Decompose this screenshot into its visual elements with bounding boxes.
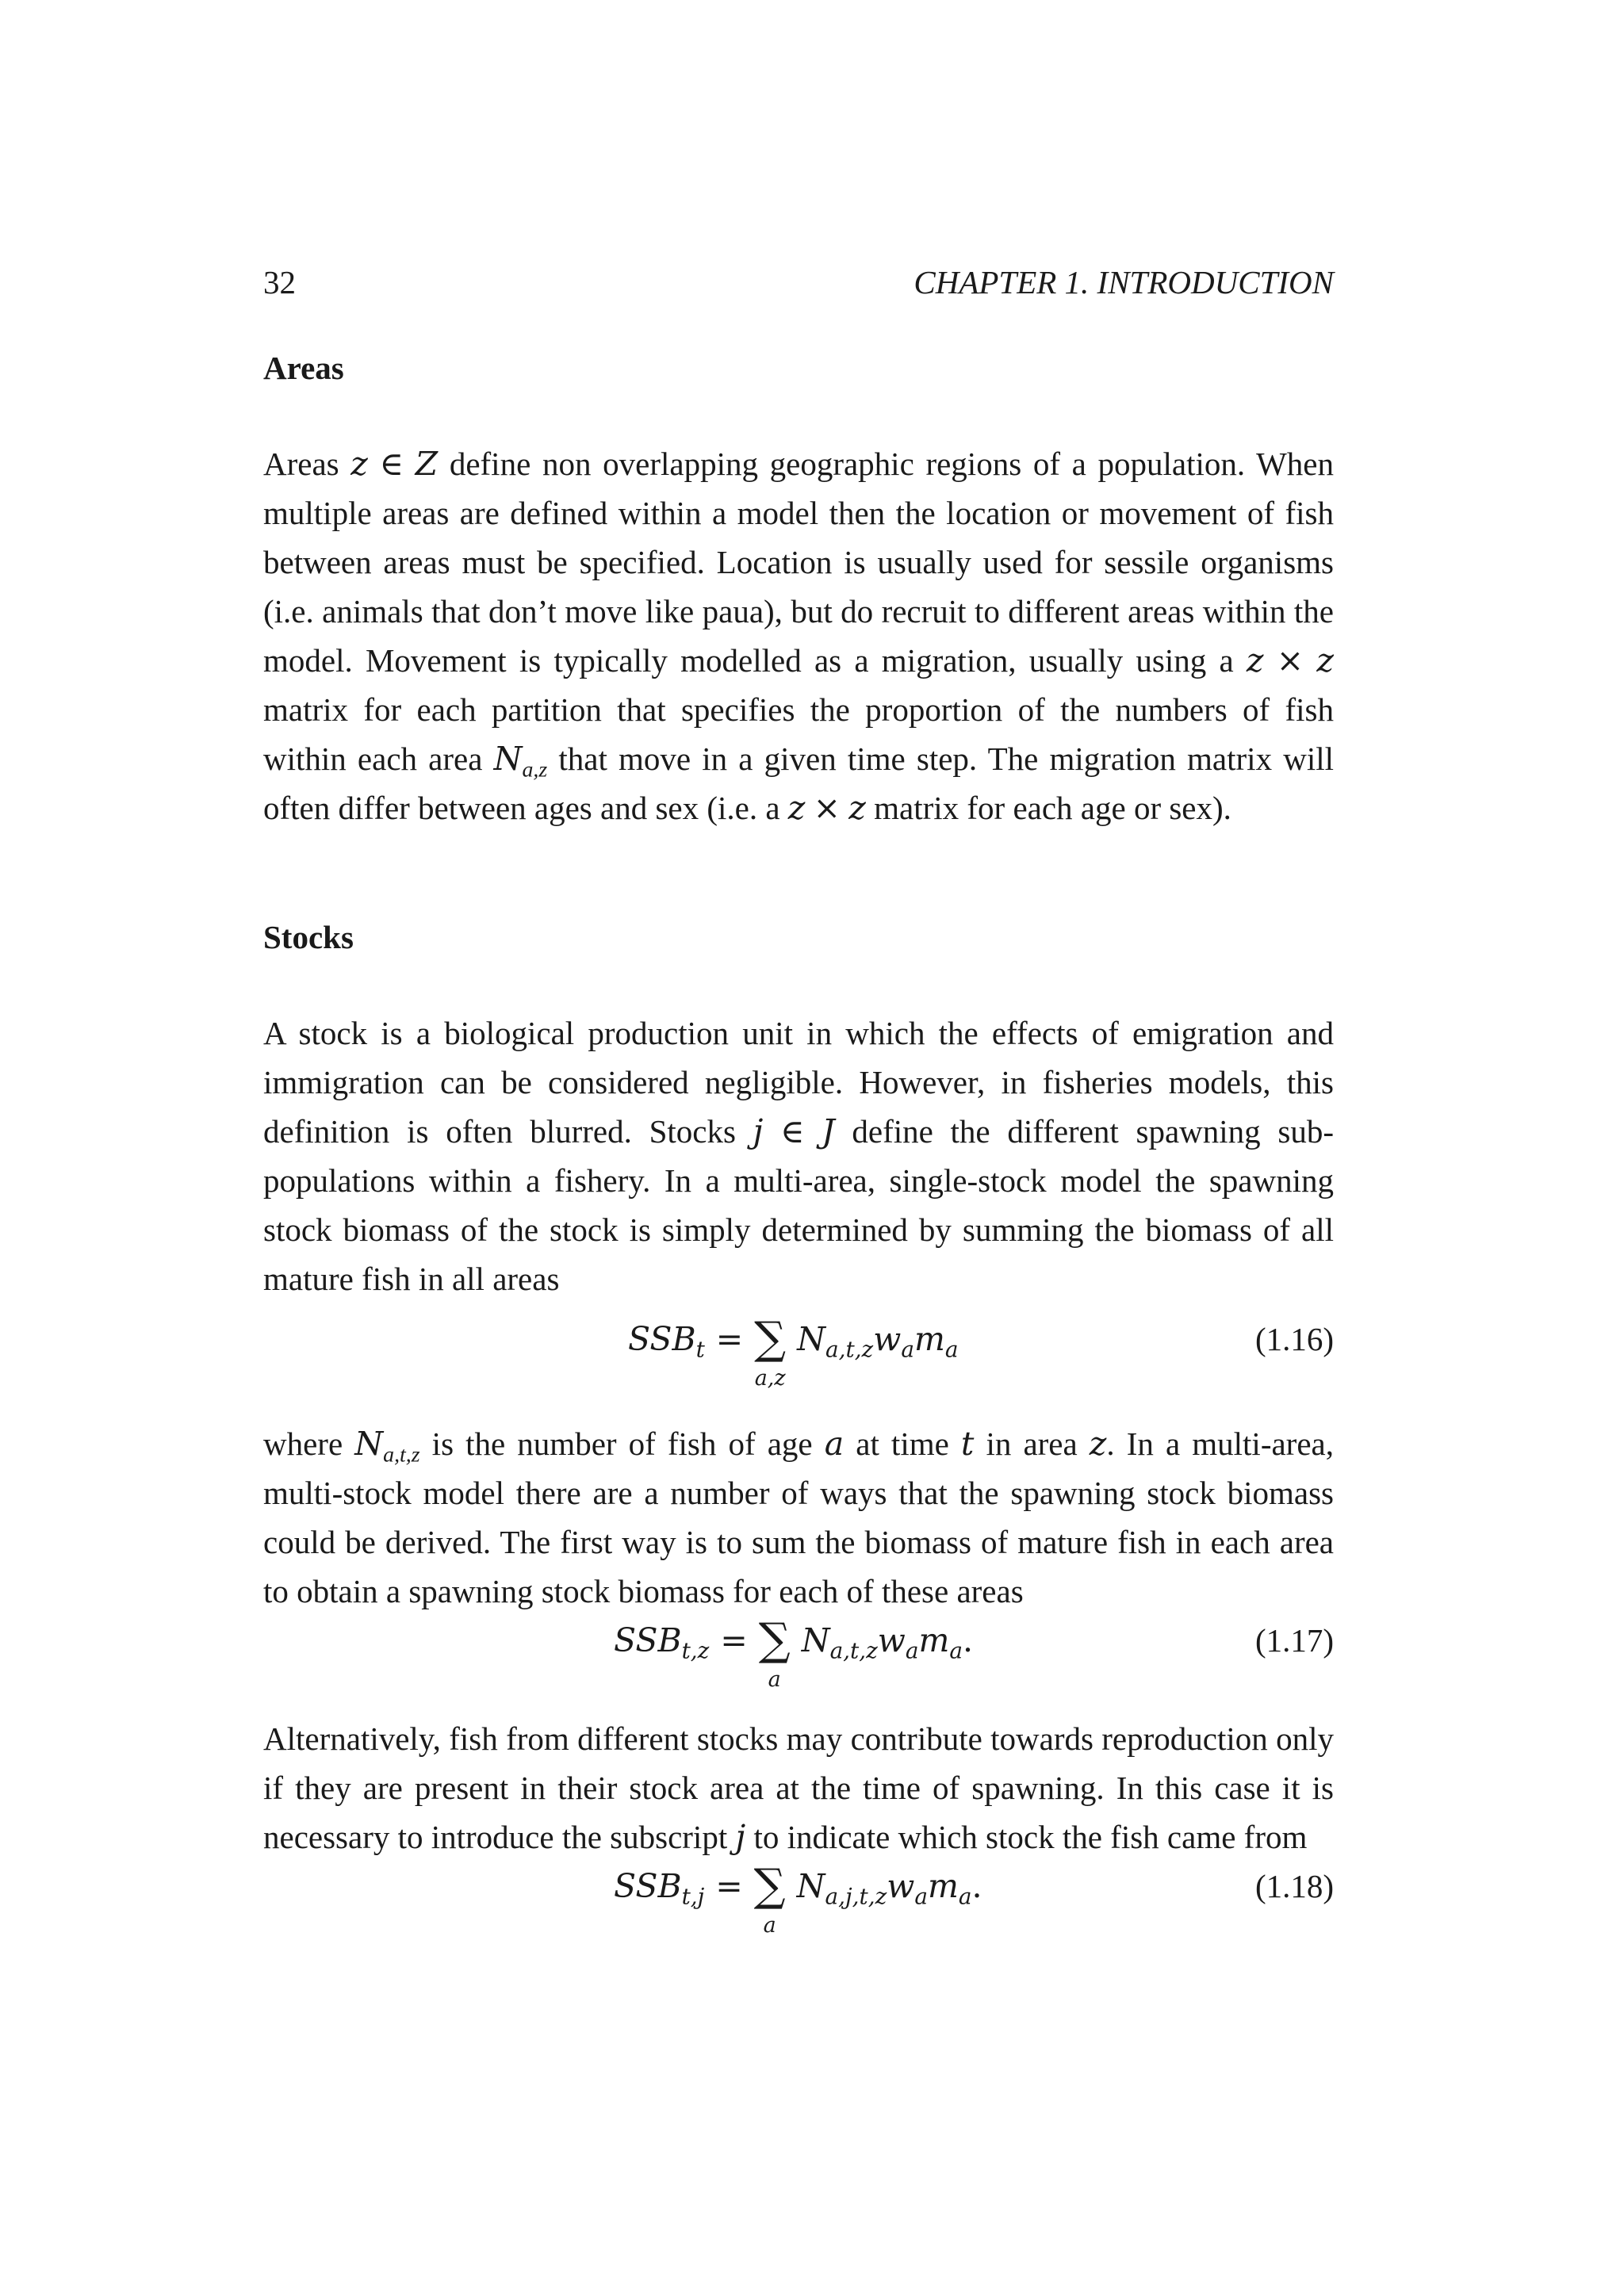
text-run: in area <box>974 1425 1090 1462</box>
summation <box>754 1862 786 1938</box>
sigma-symbol: ∑ <box>754 1313 787 1364</box>
text-run: matrix for each age or sex). <box>865 790 1231 826</box>
equation-1-17 <box>263 1616 1334 1711</box>
math-z: z <box>787 789 806 827</box>
summation <box>759 1616 791 1692</box>
math-z: z <box>1316 641 1334 679</box>
rhs-w-subscript: a <box>914 1883 928 1910</box>
equation-body <box>628 1314 959 1391</box>
section-heading-areas: Areas <box>263 350 344 386</box>
rhs-w: w <box>887 1867 915 1905</box>
math-z: z <box>848 789 866 827</box>
text-run: is the number of fish of age <box>419 1425 825 1462</box>
sigma-symbol: ∑ <box>758 1614 791 1666</box>
math-z: z <box>1246 641 1264 679</box>
math-times: × <box>1276 641 1304 679</box>
equation-lhs <box>614 1616 709 1665</box>
summation-index: a <box>763 1913 776 1938</box>
math-N: N <box>354 1425 384 1463</box>
equation-rhs <box>802 1616 973 1665</box>
rhs-m-subscript: a <box>949 1637 963 1664</box>
areas-paragraph <box>263 439 1334 832</box>
page-number: 32 <box>263 264 296 300</box>
math-z: z <box>1089 1425 1107 1463</box>
rhs-N-subscript: a,t,z <box>829 1637 878 1664</box>
summation-index: a <box>768 1667 781 1692</box>
rhs-N-subscript: a,j,t,z <box>825 1883 887 1910</box>
section-heading-stocks: Stocks <box>263 919 354 955</box>
rhs-N: N <box>796 1867 825 1905</box>
equation-rhs <box>797 1314 958 1364</box>
math-j: j <box>735 1818 746 1856</box>
math-J: J <box>822 1112 835 1150</box>
text-run: . In a multi-area, multi-stock model there are a number of ways that the spawning stock biomass could be derived. The first way is to sum the biomass of mature fish in each area to obtain a spawning stock biomass for each of these areas <box>263 1425 1334 1609</box>
rhs-period: . <box>963 1621 974 1659</box>
lhs-symbol: SSB <box>614 1621 682 1659</box>
math-times: × <box>813 789 841 827</box>
alternative-paragraph <box>263 1714 1334 1862</box>
equation-lhs <box>614 1862 704 1911</box>
equation-number: (1.17) <box>1254 1622 1334 1659</box>
rhs-m-subscript: a <box>958 1883 972 1910</box>
math-Z: Z <box>415 445 439 483</box>
lhs-subscript: t <box>695 1336 705 1363</box>
math-N: N <box>493 740 523 778</box>
equals-sign: = <box>720 1621 748 1659</box>
stocks-paragraph <box>263 1008 1334 1303</box>
rhs-w: w <box>877 1621 906 1659</box>
lhs-symbol: SSB <box>628 1320 696 1358</box>
math-z: z <box>350 445 368 483</box>
rhs-m: m <box>918 1621 950 1659</box>
equation-number: (1.16) <box>1254 1321 1334 1357</box>
text-run: to indicate which stock the fish came from <box>745 1819 1308 1855</box>
equation-body <box>614 1862 982 1938</box>
text-run: A stock is a biological production unit in which the effects of emigration and immigration can be considered negligible. However, in fisheries models, this definition is often blurred. Stocks <box>263 1015 1334 1150</box>
rhs-m: m <box>914 1320 945 1358</box>
page <box>263 262 1334 1957</box>
rhs-period: . <box>971 1867 982 1905</box>
math-a: a <box>824 1425 845 1463</box>
rhs-m-subscript: a <box>944 1336 959 1363</box>
math-t: t <box>960 1425 975 1463</box>
rhs-w-subscript: a <box>901 1336 914 1363</box>
summation <box>754 1314 786 1391</box>
text-run: define non overlapping geographic regions of a population. When multiple areas are defined within a model then the location or movement of fish between areas must be specified. Location is usually used for sessile organisms (i.e. animals that don’t move like paua), but do recruit to different areas within the model. Movement is typically modelled as a migration, usually using a <box>263 446 1335 679</box>
text-run: Areas <box>263 446 351 482</box>
lhs-subscript: t,j <box>681 1883 705 1910</box>
equals-sign: = <box>715 1320 744 1358</box>
math-j: j <box>753 1112 764 1150</box>
rhs-N-subscript: a,t,z <box>825 1336 874 1363</box>
where-paragraph <box>263 1419 1334 1616</box>
math-in: ∈ <box>379 445 404 483</box>
equation-lhs <box>628 1314 705 1364</box>
equation-1-18 <box>263 1862 1334 1957</box>
equation-number: (1.18) <box>1254 1868 1334 1904</box>
math-in: ∈ <box>780 1112 805 1150</box>
text-run: that move in a given time step. The migration matrix will often differ between ages and sex (i.e. a <box>263 740 1334 826</box>
text-run: matrix for each partition that specifies the proportion of the numbers of fish within each area <box>263 691 1334 777</box>
rhs-w-subscript: a <box>905 1637 919 1664</box>
lhs-subscript: t,z <box>681 1637 710 1664</box>
text-run: where <box>263 1425 355 1462</box>
text-run: define the different spawning sub-populations within a fishery. In a multi-area, single-stock model the spawning stock biomass of the stock is simply determined by summing the biomass of all mature fish in all areas <box>263 1113 1334 1297</box>
running-header <box>263 262 1334 303</box>
math-subscript: a,z <box>522 757 548 783</box>
text-run: at time <box>844 1425 961 1462</box>
text-run: Alternatively, fish from different stocks may contribute towards reproduction only if they are present in their stock area at the time of spawning. In this case it is necessary to introduce the subscript <box>263 1720 1334 1855</box>
equals-sign: = <box>715 1867 743 1905</box>
chapter-title: CHAPTER 1. INTRODUCTION <box>914 264 1334 300</box>
rhs-m: m <box>928 1867 959 1905</box>
rhs-N: N <box>797 1320 826 1358</box>
equation-rhs <box>797 1862 982 1911</box>
equation-body <box>614 1616 973 1692</box>
rhs-w: w <box>873 1320 902 1358</box>
rhs-N: N <box>801 1621 830 1659</box>
summation-index: a,z <box>754 1366 786 1391</box>
equation-1-16 <box>263 1314 1334 1410</box>
sigma-symbol: ∑ <box>753 1860 786 1911</box>
math-subscript: a,t,z <box>383 1442 420 1468</box>
lhs-symbol: SSB <box>614 1867 682 1905</box>
